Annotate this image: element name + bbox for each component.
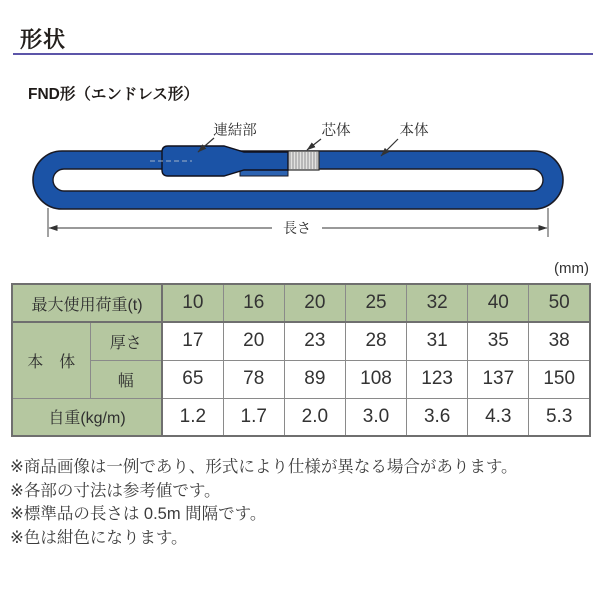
spec-note: ※標準品の長さは 0.5m 間隔です。 xyxy=(10,505,267,523)
product-type-heading: FND形（エンドレス形） xyxy=(28,86,199,103)
body-row-label-cell: 本 体 xyxy=(12,322,90,398)
spec-table xyxy=(11,283,591,437)
notes-block xyxy=(10,456,518,550)
core-section xyxy=(287,151,319,170)
thickness-cell: 31 xyxy=(407,322,468,360)
thickness-cell: 20 xyxy=(223,322,284,360)
capacity-cell: 10 xyxy=(162,284,223,322)
weight-cell: 3.0 xyxy=(345,398,406,436)
body-label: 本体 xyxy=(399,123,429,139)
capacity-cell: 16 xyxy=(223,284,284,322)
weight-cell: 1.2 xyxy=(162,398,223,436)
thickness-cell: 38 xyxy=(529,322,590,360)
page-title: 形状 xyxy=(20,27,67,52)
capacity-cell: 25 xyxy=(345,284,406,322)
capacity-cell: 32 xyxy=(407,284,468,322)
width-row xyxy=(12,360,590,398)
width-cell: 137 xyxy=(468,360,529,398)
thickness-cell: 23 xyxy=(284,322,345,360)
width-cell: 150 xyxy=(529,360,590,398)
core-callout-arrow xyxy=(307,139,321,150)
width-cell: 65 xyxy=(162,360,223,398)
capacity-cell: 40 xyxy=(468,284,529,322)
thickness-cell: 17 xyxy=(162,322,223,360)
width-cell: 108 xyxy=(345,360,406,398)
spec-note: ※各部の寸法は参考値です。 xyxy=(10,481,221,500)
core-label: 芯体 xyxy=(321,123,351,139)
unit-label: (mm) xyxy=(554,260,589,277)
weight-cell: 4.3 xyxy=(468,398,529,436)
thickness-cell: 28 xyxy=(345,322,406,360)
spec-note: ※商品画像は一例であり、形式により仕様が異なる場合があります。 xyxy=(10,458,518,476)
width-cell: 78 xyxy=(223,360,284,398)
weight-row xyxy=(12,398,590,436)
table-header-row xyxy=(12,284,590,322)
width-cell: 89 xyxy=(284,360,345,398)
weight-label-cell: 自重(kg/m) xyxy=(12,398,162,436)
thickness-row xyxy=(12,322,590,360)
width-cell: 123 xyxy=(407,360,468,398)
weight-cell: 1.7 xyxy=(223,398,284,436)
length-label: 長さ xyxy=(283,220,311,236)
max-load-header-cell: 最大使用荷重(t) xyxy=(12,284,162,322)
weight-cell: 5.3 xyxy=(529,398,590,436)
capacity-cell: 20 xyxy=(284,284,345,322)
thickness-cell: 35 xyxy=(468,322,529,360)
title-underline xyxy=(13,53,593,55)
weight-cell: 3.6 xyxy=(407,398,468,436)
capacity-cell: 50 xyxy=(529,284,590,322)
width-label-cell: 幅 xyxy=(90,360,162,398)
length-dimension xyxy=(48,208,548,237)
connector-label: 連結部 xyxy=(213,123,257,139)
sling-loop-inner-hole xyxy=(53,169,543,191)
sling-diagram xyxy=(0,108,600,258)
thickness-label-cell: 厚さ xyxy=(90,322,162,360)
spec-note: ※色は紺色になります。 xyxy=(10,528,188,547)
weight-cell: 2.0 xyxy=(284,398,345,436)
